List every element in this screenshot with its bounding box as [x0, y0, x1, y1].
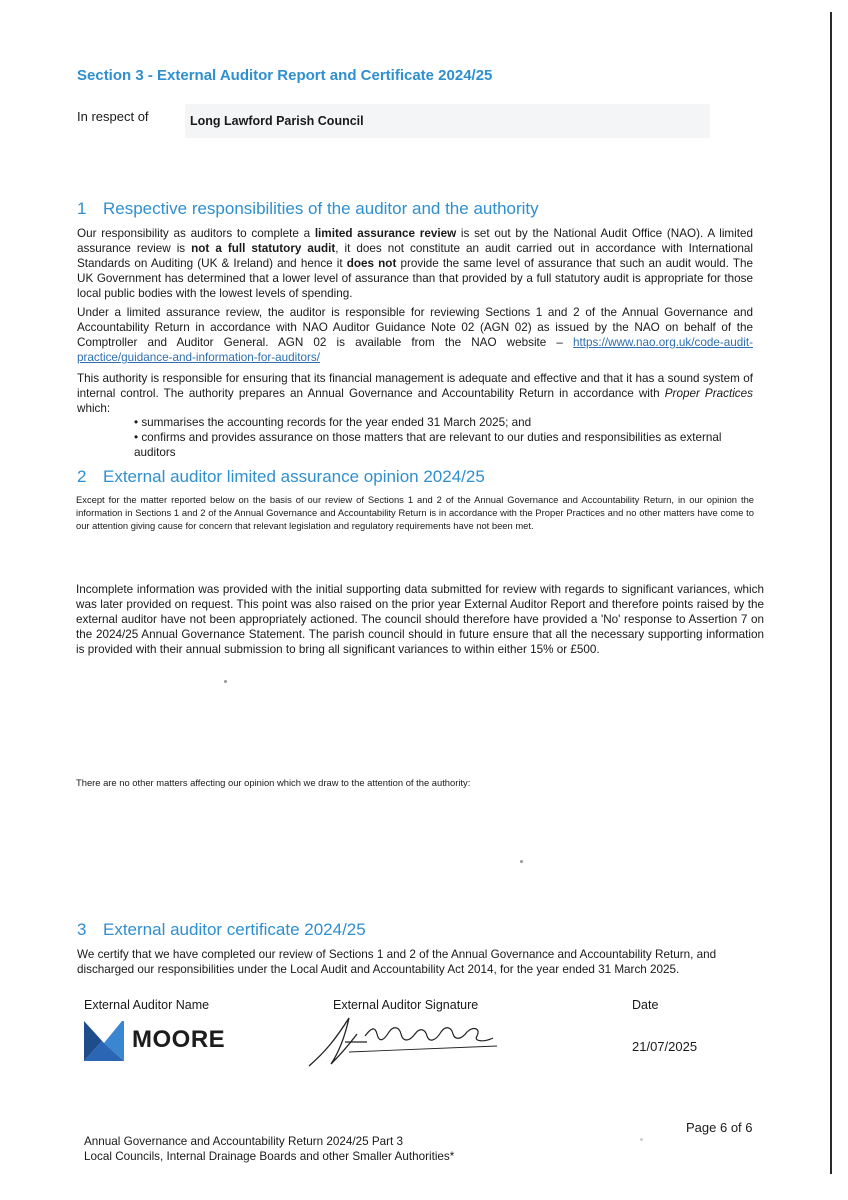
footer-line-1: Annual Governance and Accountability Return 2024/25 Part 3: [84, 1135, 404, 1148]
auditor-name-label: External Auditor Name: [84, 998, 210, 1012]
authority-name: Long Lawford Parish Council: [190, 114, 364, 128]
matter-paragraph: Incomplete information was provided with the initial supporting data submitted for review with regards to significant variances, which was later provided on request. This point was also raised on the prior year External Auditor Report and therefore points raised by the external auditor have not been appropriately actioned. The council should therefore have provided a 'No' response to Assertion 7 on the 2024/25 Annual Governance Statement. The parish council should in future ensure that all the necessary supporting information is provided with their annual submission to bring all significant variances to within either 15% or £500.: [76, 583, 764, 656]
opinion-paragraph: Except for the matter reported below on the basis of our review of Sections 1 and 2 of the Annual Governance and Accountability Return, in our opinion the information in Sections 1 and 2 of the Annual Governance and Accountability Return is in accordance with the Proper Practices and no other matters have come to our attention giving cause for concern that relevant legislation and regulatory requirements have not been met.: [76, 494, 754, 531]
section-1-para-1: [77, 226, 753, 301]
date-label: Date: [632, 998, 659, 1012]
section-1-number: 1: [77, 199, 87, 218]
list-item: • summarises the accounting records for the year ended 31 March 2025; and: [134, 416, 532, 429]
section-2-heading: [77, 467, 485, 487]
nao-guidance-link[interactable]: https://www.nao.org.uk/code-audit-practice/guidance-and-information-for-auditors/: [77, 336, 753, 364]
scan-speck: [640, 1138, 643, 1141]
section-1-para-3: [77, 371, 753, 416]
text-run: Our responsibility as auditors to complete a: [77, 227, 315, 240]
respect-label: In respect of: [77, 109, 149, 124]
moore-logo-icon: [84, 1021, 124, 1061]
section-1-heading: [77, 199, 539, 219]
auditor-signature: [305, 1012, 505, 1072]
page-edge-rule: [830, 12, 832, 1174]
bullet-list: [134, 415, 756, 460]
emphasis-text: limited assurance review: [314, 227, 457, 240]
section-1-para-2: [77, 305, 753, 365]
footer-line-2: Local Councils, Internal Drainage Boards and other Smaller Authorities*: [84, 1150, 455, 1163]
auditor-signature-label: External Auditor Signature: [333, 998, 479, 1012]
list-item: • confirms and provides assurance on those matters that are relevant to our duties and responsibilities as external auditors: [134, 431, 722, 459]
moore-logo: [84, 1021, 230, 1061]
section-1-title: Respective responsibilities of the auditor and the authority: [103, 199, 539, 218]
certificate-text: We certify that we have completed our review of Sections 1 and 2 of the Annual Governance and Accountability Return, and discharged our responsibilities under the Local Audit and Accountability Act 2014, for the year ended 31 March 2025.: [77, 948, 717, 976]
text-run: which:: [77, 402, 111, 415]
text-run: Under a limited assurance review, the auditor is responsible for reviewing Sections 1 and 2 of the Annual Governance and Accountability Return in accordance with NAO Auditor Guidance Note 02 (AGN 02) as issued by the NAO on behalf of the Comptroller and Auditor General. AGN 02 is available from the NAO website –: [77, 306, 753, 349]
section-2-number: 2: [77, 467, 87, 486]
section-3-number: 3: [77, 920, 87, 939]
scan-speck: [224, 680, 227, 683]
text-run: is set out by the National Audit Office (NAO). A limited assurance review is: [77, 227, 753, 255]
section-2-title: External auditor limited assurance opinion 2024/25: [103, 467, 485, 486]
section-3-heading: [77, 920, 366, 940]
section-title: Section 3 - External Auditor Report and Certificate 2024/25: [77, 67, 493, 84]
moore-logo-text: MOORE: [132, 1026, 226, 1053]
text-run: , it does not constitute an audit carried out in accordance with International Standards on Auditing (UK & Ireland) and hence it: [77, 242, 753, 270]
text-run: provide the same level of assurance that such an audit would. The UK Government has determined that a lower level of assurance than that provided by a full statutory audit is appropriate for those local public bodies with the lowest levels of spending.: [77, 257, 753, 300]
scan-speck: [520, 860, 523, 863]
emphasis-text: not a full statutory audit: [191, 242, 336, 255]
footer: [84, 1134, 454, 1164]
section-3-title: External auditor certificate 2024/25: [103, 920, 366, 939]
emphasis-text: does not: [346, 257, 397, 270]
other-matters-text: There are no other matters affecting our opinion which we draw to the attention of the authority:: [76, 777, 471, 788]
page-number: Page 6 of 6: [686, 1120, 753, 1135]
text-run: This authority is responsible for ensuring that its financial management is adequate and effective and that it has a sound system of internal control. The authority prepares an Annual Governance and Accountability Return in accordance with: [77, 372, 753, 400]
italic-text: Proper Practices: [664, 387, 753, 400]
signoff-date: 21/07/2025: [632, 1039, 698, 1054]
